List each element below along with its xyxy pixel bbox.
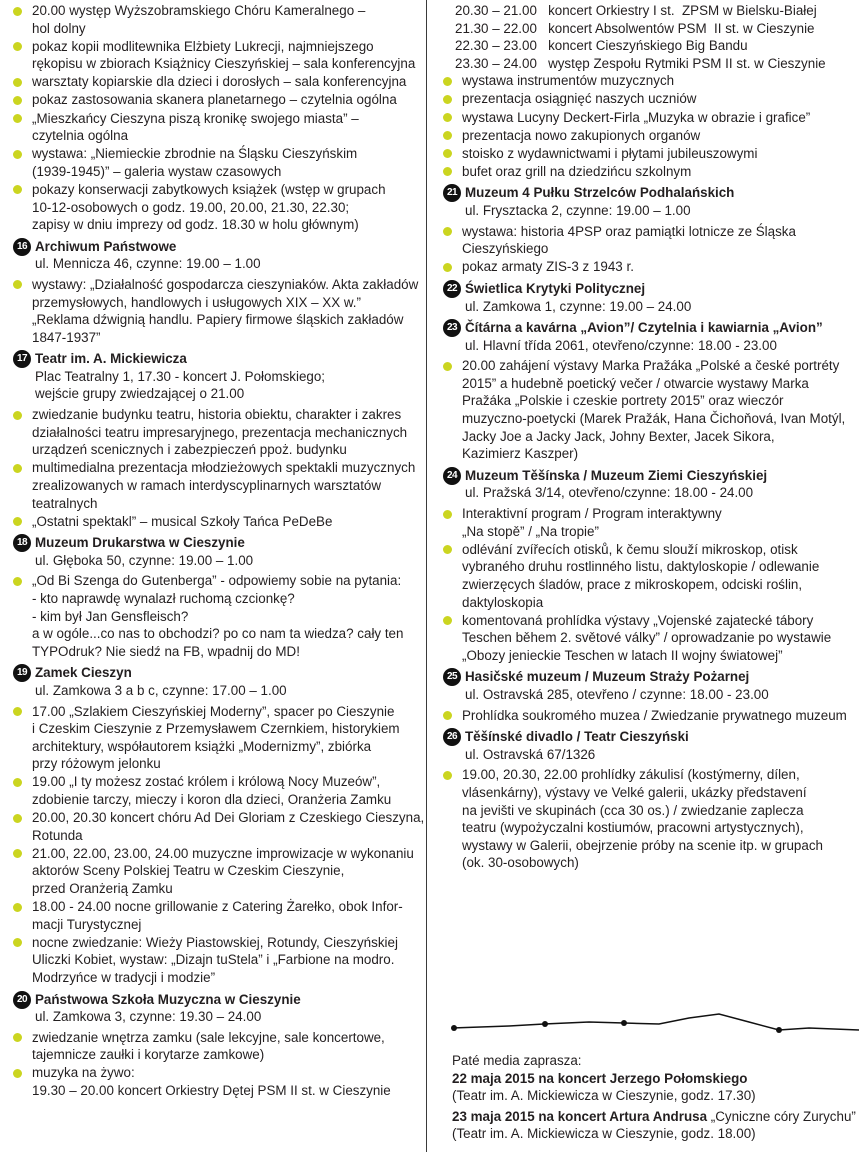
venue-address [443,686,853,704]
list-item [13,181,413,234]
item-text: hol dolny [32,20,86,36]
item-text: 18.00 - 24.00 nocne grillowanie z Catering Żarełko, obok Infor- [32,899,403,915]
right-sections [443,184,853,871]
venue-address [443,746,853,764]
bullet-dot [443,149,452,158]
item-text: Interaktivní program / Program interaktywny [462,506,722,522]
item-text: wystawa instrumentów muzycznych [462,73,675,89]
timeline-dot [451,1025,457,1031]
timeline-dot [542,1021,548,1027]
item-text: teatru (wypożyczalni kostiumów, pracowni artystycznych), [462,820,804,836]
item-text: urządzeń scenicznych i zabezpieczeń ppoż. budynku [32,442,347,458]
bullet-dot [13,707,22,716]
bullet-dot [13,517,22,526]
bullet-dot [13,938,22,947]
item-text: na jevišti ve skupinách (cca 30 os.) / zwiedzanie zaplecza [462,802,804,818]
bullet-dot [13,114,22,123]
bullet-dot [13,814,22,823]
venue-name: Teatr im. A. Mickiewicza [35,351,187,367]
venue-section [443,728,853,872]
venue-section [443,319,853,463]
item-text: 2015” a hudebně poetický večer / otwarcie wystawy Marka [462,375,809,391]
left-intro-bullets [13,2,416,234]
venue-number-badge: 17 [13,350,31,368]
item-text: bufet oraz grill na dziedzińcu szkolnym [462,163,692,179]
venue-title [443,728,853,746]
bullet-dot [443,362,452,371]
bullet-dot [443,545,452,554]
timeline-dot [776,1027,782,1033]
item-text: przed Oranżerią Zamku [32,881,173,896]
list-item [443,357,853,463]
item-text: - kto naprawdę wynalazł ruchomą czcionkę? [32,591,295,606]
bullet-dot [443,771,452,780]
list-item [13,459,416,512]
item-text: teatralnych [32,495,98,511]
item-text: wystawa: „Niemieckie zbrodnie na Śląsku Cieszyńskim [32,146,358,162]
list-item [443,707,853,725]
concert2-subtitle: „Cyniczne córy Zurychu” [707,1108,856,1124]
list-item [13,513,413,531]
music-schedule [443,2,853,72]
list-item [443,505,853,540]
item-text: „Ostatni spektakl” – musical Szkoły Tańca PeDeBe [32,513,333,529]
item-text: 19.00 „I ty możesz zostać królem i królową Nocy Muzeów”, [32,774,381,790]
timeline-dot [621,1020,627,1026]
address-line: ul. Ostravská 285, otevřeno / czynne: 18.00 - 23.00 [465,686,769,702]
bullet-dot [13,1069,22,1078]
venue-section [443,467,853,665]
venue-section [13,350,416,530]
list-item [13,91,413,109]
list-item [443,72,853,90]
venue-section [443,668,853,724]
bullet-dot [13,96,22,105]
address-line: wejście grupy zwiedzającej o 21.00 [35,386,245,402]
venue-number-badge: 21 [443,184,461,202]
venue-name: Archiwum Państwowe [35,238,177,254]
bullet-dot [13,185,22,194]
address-line: ul. Hlavní třída 2061, otevřeno/czynne: 18.00 - 23.00 [465,337,777,353]
venue-address [13,1008,413,1026]
venue-section [443,280,853,315]
item-text: pokaz armaty ZIS-3 z 1943 r. [462,259,634,275]
list-item [443,90,853,108]
item-text: prezentacja nowo zakupionych organów [462,127,701,143]
left-sections [13,238,425,1100]
list-item [13,703,413,773]
concert2-line [452,1108,857,1126]
bullet-dot [443,510,452,519]
bullet-dot [443,113,452,122]
item-text: 19.30 – 20.00 koncert Orkiestry Dętej PSM II st. w Cieszynie [32,1083,391,1099]
item-text: - kim był Jan Gensfleisch? [32,608,189,624]
bullet-dot [443,711,452,720]
venue-name: Państwowa Szkoła Muzyczna w Cieszynie [35,991,301,1007]
list-item [443,223,853,258]
venue-number-badge: 16 [13,238,31,256]
list-item [13,110,413,145]
list-item [13,572,413,660]
venue-address [443,298,853,316]
item-text: (ok. 30-osobowych) [462,855,579,871]
bullet-dot [13,7,22,16]
venue-title [13,350,413,368]
item-text: TYPOdruk? Nie siedź na FB, wpadnij do MD! [32,643,300,659]
item-text: Prohlídka soukromého muzea / Zwiedzanie prywatnego muzeum [462,707,847,723]
venue-address [13,255,413,273]
bullet-dot [13,1033,22,1042]
item-text: aktorów Sceny Polskiej Teatru w Czeskim Cieszynie, [32,863,345,879]
venue-address [13,368,413,403]
list-item [443,127,853,145]
schedule-line: 22.30 – 23.00 koncert Cieszyńskiego Big Bandu [455,38,748,54]
item-text: 20.00 występ Wyższobramskiego Chóru Kameralnego – [32,3,366,18]
item-text: odlévání zvířecích otisků, k čemu slouží mikroskop, otisk [462,541,798,557]
bullet-dot [13,42,22,51]
right-intro-bullets [443,72,853,180]
venue-title [443,668,853,686]
bullet-dot [443,95,452,104]
list-item [443,541,853,611]
item-text: pokaz kopii modlitewnika Elżbiety Lukrecji, najmniejszego [32,38,374,54]
list-item [13,773,413,808]
list-item [13,845,413,898]
bullet-dot [13,577,22,586]
venue-title [13,991,413,1009]
venue-title [443,467,853,485]
bullet-dot [443,131,452,140]
list-item [443,258,853,276]
venue-number-badge: 26 [443,728,461,746]
item-text: vlásenkárny), výstavy ve Velké galerii, ukázky představení [462,784,807,800]
list-item [13,145,413,180]
address-line: ul. Mennicza 46, czynne: 19.00 – 1.00 [35,256,261,272]
item-text: przy różowym jelonku [32,756,161,772]
venue-number-badge: 19 [13,664,31,682]
item-text: „Reklama dźwignią handlu. Papiery firmowe śląskich zakładów [32,312,404,328]
item-text: 17.00 „Szlakiem Cieszyńskiej Moderny”, spacer po Cieszynie [32,703,395,719]
venue-name: Muzeum 4 Pułku Strzelców Podhalańskich [465,185,735,201]
venue-address [443,484,853,502]
item-text: wystawa: historia 4PSP oraz pamiątki lotnicze ze Śląska [462,223,796,239]
column-divider [426,0,427,1152]
venue-address [13,682,413,700]
list-item [13,276,419,346]
item-text: prezentacja osiągnięć naszych uczniów [462,91,697,107]
item-text: Cieszyńskiego [462,241,549,257]
venue-title [443,280,853,298]
list-item [443,145,853,163]
list-item [13,1029,413,1064]
venue-section [13,238,419,347]
bullet-dot [13,464,22,473]
item-text: stoisko z wydawnictwami i płytami jubileuszowymi [462,145,758,161]
bullet-dot [13,903,22,912]
schedule-line: 23.30 – 24.00 występ Zespołu Rytmiki PSM II st. w Cieszynie [455,55,826,71]
item-text: zdobienie tarczy, mieczy i koron dla dzieci, Oranżeria Zamku [32,792,392,808]
footer-intro: Paté media zaprasza: [452,1053,582,1068]
item-text: 10-12-osobowych o godz. 19.00, 20.00, 21.30, 22.30; [32,199,350,215]
item-text: zapisy w dniu imprezy od godz. 18.30 w holu głównym) [32,217,359,233]
venue-address [443,202,853,220]
bullet-dot [443,616,452,625]
bullet-dot [13,78,22,87]
item-text: i Czeskim Cieszynie z Przemysławem Czernkiem, historykiem [32,721,400,737]
venue-number-badge: 24 [443,467,461,485]
item-text: 20.00 zahájení výstavy Marka Pražáka „Polské a české portréty [462,358,840,374]
list-item [13,934,413,987]
bullet-dot [13,150,22,159]
item-text: Pražáka „Polskie i czeskie portrety 2015” oraz wieczór [462,393,784,409]
bullet-dot [443,263,452,272]
item-text: architektury, współautorem książki „Modernizmy”, zbiórka [32,738,372,754]
venue-name: Zamek Cieszyn [35,665,132,681]
venue-section [13,534,413,660]
item-text: (1939-1945)” – galeria wystaw czasowych [32,163,282,179]
list-item [443,163,853,181]
list-item [443,612,853,665]
item-text: pokaz zastosowania skanera planetarnego – czytelnia ogólna [32,92,397,108]
item-text: zwiedzanie budynku teatru, historia obiektu, charakter i zakres [32,407,402,423]
list-item [13,1064,413,1099]
list-item [13,406,413,459]
venue-title [13,238,413,256]
venue-number-badge: 25 [443,668,461,686]
item-text: zwierzęcych śladów, prace z mikroskopem, odciski roślin, [462,576,803,592]
item-text: warsztaty kopiarskie dla dzieci i dorosłych – sala konferencyjna [32,74,407,90]
bullet-dot [443,227,452,236]
venue-name: Muzeum Drukarstwa w Cieszynie [35,535,245,551]
item-text: wystawy w Galerii, obejrzenie próby na scenie itp. w grupach [462,837,823,853]
list-item [443,766,853,872]
concert2-venue: (Teatr im. A. Mickiewicza w Cieszynie, godz. 18.00) [452,1126,756,1142]
venue-section [443,184,853,275]
address-line: ul. Frysztacka 2, czynne: 19.00 – 1.00 [465,203,691,219]
item-text: tajemnicze zaułki i korytarze zamkowe) [32,1047,265,1063]
item-text: 1847-1937” [32,329,101,345]
venue-title [13,664,413,682]
venue-title [13,534,413,552]
venue-address [13,552,413,570]
venue-name: Těšínské divadlo / Teatr Cieszyński [465,729,689,745]
venue-name: Świetlica Krytyki Politycznej [465,280,646,296]
item-text: daktyloskopia [462,594,544,610]
address-line: ul. Zamkowa 3, czynne: 19.30 – 24.00 [35,1009,262,1025]
schedule-line: 21.30 – 22.00 koncert Absolwentów PSM II st. w Cieszynie [455,20,815,36]
venue-number-badge: 18 [13,534,31,552]
venue-title [443,319,853,337]
item-text: pokazy konserwacji zabytkowych książek (wstęp w grupach [32,181,386,197]
list-item [13,898,413,933]
item-text: 21.00, 22.00, 23.00, 24.00 muzyczne improwizacje w wykonaniu [32,845,414,861]
bullet-dot [13,849,22,858]
list-item [13,38,416,73]
address-line: ul. Zamkowa 1, czynne: 19.00 – 24.00 [465,298,692,314]
item-text: komentovaná prohlídka výstavy „Vojenské zajatecké tábory [462,612,814,628]
item-text: muzyka na żywo: [32,1065,135,1081]
item-text: „Mieszkańcy Cieszyna piszą kronikę swojego miasta” – [32,110,359,126]
item-text: „Obozy jenieckie Teschen w latach II wojny światowej” [462,647,783,663]
schedule-line: 20.30 – 21.00 koncert Orkiestry I st. ZPSM w Bielsku-Białej [455,3,817,18]
concert2-title: 23 maja 2015 na koncert Artura Andrusa [452,1108,708,1124]
item-text: Jacky Joe a Jacky Jack, Johny Bexter, Jacek Sikora, [462,428,775,444]
item-text: vybraného druhu rostlinného listu, daktyloskopie / odlewanie [462,559,820,575]
item-text: 20.00, 20.30 koncert chóru Ad Dei Gloriam z Czeskiego Cieszyna, [32,810,425,826]
item-text: Rotunda [32,827,83,843]
item-text: zwiedzanie wnętrza zamku (sale lekcyjne, sale koncertowe, [32,1029,385,1045]
venue-number-badge: 20 [13,991,31,1009]
bullet-dot [13,411,22,420]
invitation-footer [452,1052,857,1143]
item-text: rękopisu w zbiorach Książnicy Cieszyńskiej – sala konferencyjna [32,56,416,72]
concert1-title: 22 maja 2015 na koncert Jerzego Połomskiego [452,1070,748,1086]
item-text: a w ogóle...co nas to obchodzi? po co nam ta wiedza? cały ten [32,626,404,642]
list-item [13,73,413,91]
item-text: przemysłowych, handlowych i usługowych XIX – XX w.” [32,294,361,310]
concert1-venue: (Teatr im. A. Mickiewicza w Cieszynie, godz. 17.30) [452,1088,756,1104]
decorative-timeline [449,1012,859,1042]
left-column [13,2,425,1100]
venue-section [13,664,425,986]
bullet-dot [443,77,452,86]
item-text: „Od Bi Szenga do Gutenberga” - odpowiemy sobie na pytania: [32,573,402,589]
address-line: ul. Zamkowa 3 a b c, czynne: 17.00 – 1.00 [35,682,287,698]
item-text: muzyczno-poetycki (Marek Pražák, Hana Čichoňová, Ivan Motýl, [462,411,846,427]
venue-address [443,337,853,355]
item-text: zrealizowanych w ramach interdyscyplinarnych warsztatów [32,477,382,493]
venue-name: Hasičské muzeum / Muzeum Straży Pożarnej [465,669,750,685]
venue-name: Muzeum Těšínska / Muzeum Ziemi Cieszyńskiej [465,467,768,483]
address-line: ul. Ostravská 67/1326 [465,746,596,762]
right-column [443,2,853,872]
list-item [13,2,413,37]
venue-section [13,991,413,1100]
item-text: wystawy: „Działalność gospodarcza cieszyniaków. Akta zakładów [32,276,419,292]
venue-number-badge: 23 [443,319,461,337]
item-text: działalności teatru impresaryjnego, prezentacja mechanicznych [32,424,408,440]
bullet-dot [13,778,22,787]
list-item [443,109,853,127]
address-line: Plac Teatralny 1, 17.30 - koncert J. Połomskiego; [35,368,326,384]
item-text: 19.00, 20.30, 22.00 prohlídky zákulisí (kostýmerny, dílen, [462,767,800,783]
item-text: nocne zwiedzanie: Wieży Piastowskiej, Rotundy, Cieszyńskiej [32,934,398,950]
item-text: Modrzyńce w tradycji i modzie” [32,969,216,985]
venue-number-badge: 22 [443,280,461,298]
item-text: Kazimierz Kaszper) [462,446,579,462]
item-text: „Na stopě” / „Na tropie” [462,523,599,539]
address-line: ul. Głęboka 50, czynne: 19.00 – 1.00 [35,552,254,568]
item-text: czytelnia ogólna [32,128,129,144]
address-line: ul. Pražská 3/14, otevřeno/czynne: 18.00 - 24.00 [465,485,754,501]
item-text: Teschen během 2. světové války” / oprowadzanie po wystawie [462,630,832,646]
item-text: macji Turystycznej [32,916,142,932]
venue-name: Čítárna a kavárna „Avion”/ Czytelnia i kawiarnia „Avion” [465,320,823,336]
item-text: wystawa Lucyny Deckert-Firla „Muzyka w obrazie i grafice” [462,109,811,125]
bullet-dot [443,167,452,176]
item-text: Uliczki Kobiet, wystaw: „Dizajn tuStela” i „Farbione na modro. [32,952,395,968]
bullet-dot [13,280,22,289]
item-text: multimedialna prezentacja młodzieżowych spektakli muzycznych [32,460,416,476]
list-item [13,809,425,844]
venue-title [443,184,853,202]
